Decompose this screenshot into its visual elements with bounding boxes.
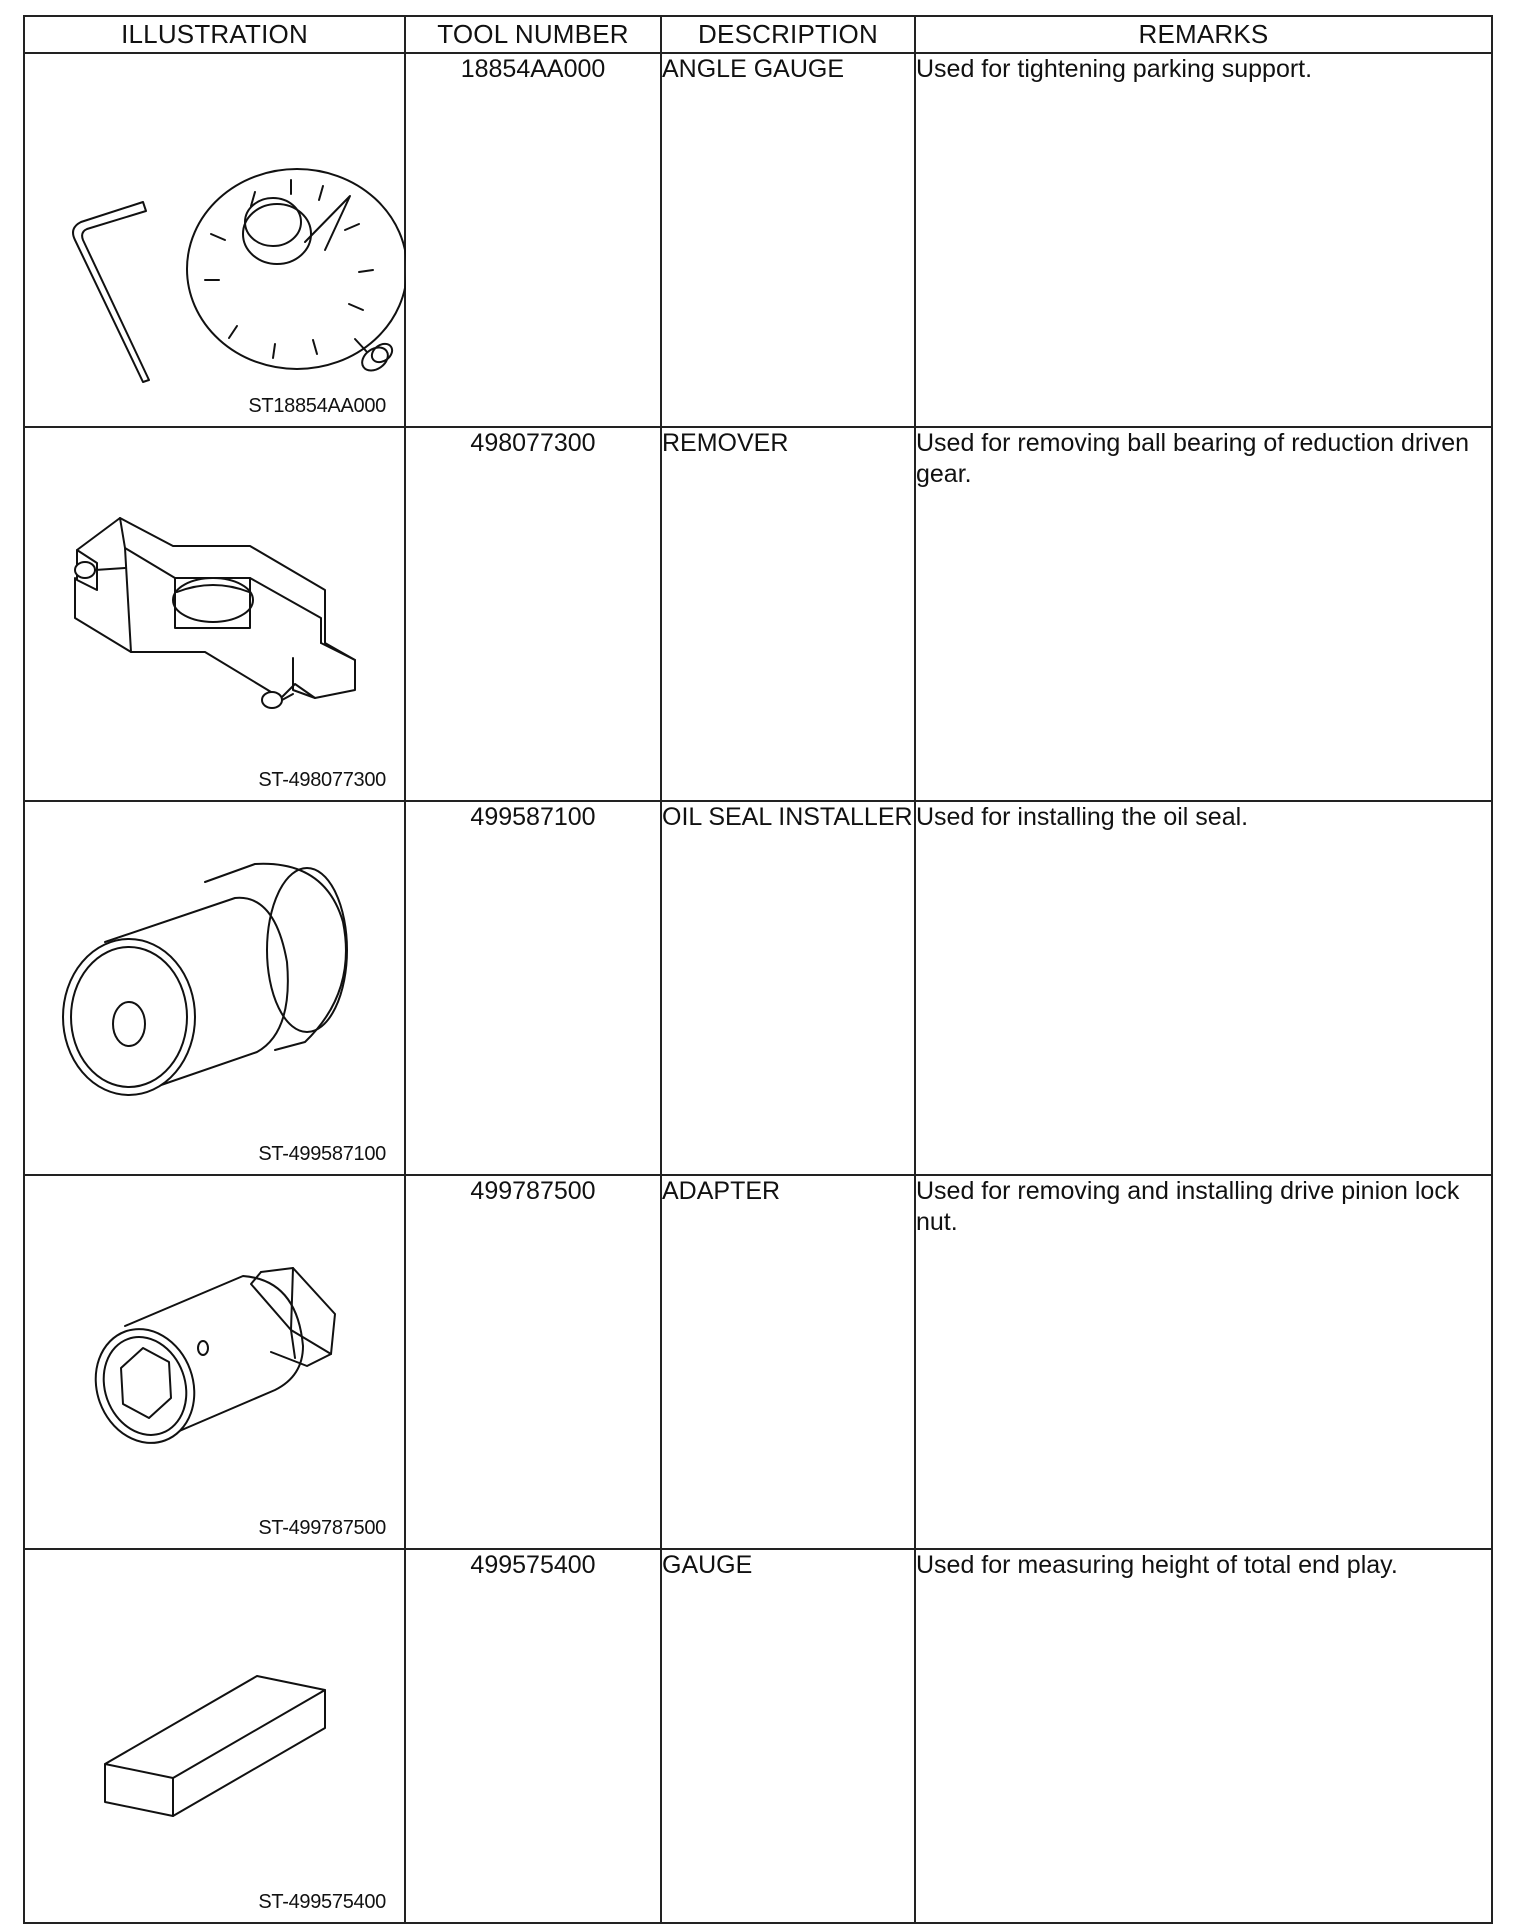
header-tool-number: TOOL NUMBER — [405, 16, 661, 53]
tool-remarks: Used for removing ball bearing of reduction driven gear. — [915, 427, 1492, 801]
header-row — [24, 16, 1492, 53]
tool-number: 499575400 — [405, 1549, 661, 1923]
tool-number: 18854AA000 — [405, 53, 661, 427]
header-description: DESCRIPTION — [661, 16, 915, 53]
tool-description: GAUGE — [661, 1549, 915, 1923]
table-row — [24, 1175, 1492, 1549]
table-row — [24, 53, 1492, 427]
tool-remarks: Used for measuring height of total end play. — [915, 1549, 1492, 1923]
tool-description: OIL SEAL INSTALLER — [661, 801, 915, 1175]
tool-description: REMOVER — [661, 427, 915, 801]
tool-number: 499587100 — [405, 801, 661, 1175]
remover-illustration — [25, 428, 406, 800]
tool-description: ADAPTER — [661, 1175, 915, 1549]
gauge-block-illustration — [25, 1550, 406, 1922]
tool-remarks: Used for removing and installing drive pinion lock nut. — [915, 1175, 1492, 1549]
illustration-cell — [24, 427, 405, 801]
tool-number: 498077300 — [405, 427, 661, 801]
tool-remarks: Used for installing the oil seal. — [915, 801, 1492, 1175]
table-row — [24, 427, 1492, 801]
illustration-code: ST-499787500 — [258, 1517, 386, 1539]
table-row — [24, 1549, 1492, 1923]
illustration-cell — [24, 53, 405, 427]
illustration-cell — [24, 801, 405, 1175]
illustration-code: ST18854AA000 — [248, 395, 386, 417]
illustration-code: ST-498077300 — [258, 769, 386, 791]
illustration-cell — [24, 1549, 405, 1923]
tool-description: ANGLE GAUGE — [661, 53, 915, 427]
illustration-code: ST-499575400 — [258, 1891, 386, 1913]
tool-number: 499787500 — [405, 1175, 661, 1549]
tool-remarks: Used for tightening parking support. — [915, 53, 1492, 427]
table-row — [24, 801, 1492, 1175]
illustration-code: ST-499587100 — [258, 1143, 386, 1165]
adapter-illustration — [25, 1176, 406, 1548]
illustration-cell — [24, 1175, 405, 1549]
angle-gauge-illustration — [25, 54, 406, 426]
special-tools-table — [23, 15, 1493, 1924]
header-remarks: REMARKS — [915, 16, 1492, 53]
oil-seal-installer-illustration — [25, 802, 406, 1174]
header-illustration: ILLUSTRATION — [24, 16, 405, 53]
